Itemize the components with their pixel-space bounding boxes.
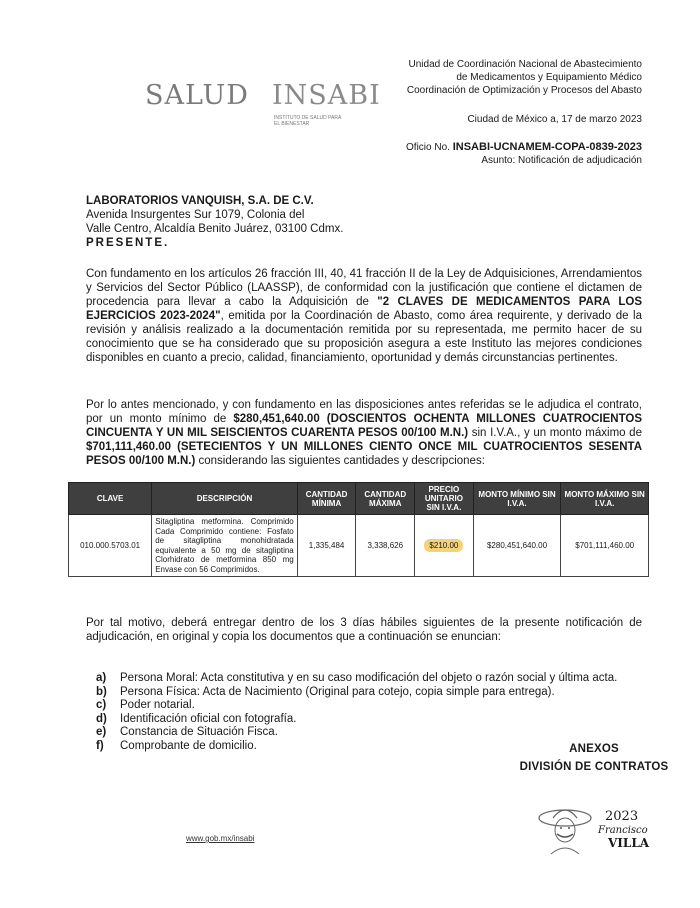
paragraph1-bold: "2 CLAVES DE MEDICAMENTOS PARA LOS EJERCICIOS 2023-2024" bbox=[86, 296, 643, 322]
minimum-amount: $280,451,640.00 (DOSCIENTOS OCHENTA MILLONES CUATROCIENTOS CINCUENTA Y UN MIL SEISCIENTOS CUARENTA PESOS 00/100 M.N.) bbox=[86, 413, 643, 439]
salud-logo: SALUD bbox=[145, 80, 249, 111]
list-text: Persona Moral: Acta constitutiva y en su caso modificación del objeto o razón social y última acta. bbox=[120, 672, 618, 684]
paragraph-legal-basis bbox=[86, 267, 642, 365]
header-descripcion: DESCRIPCIÓN bbox=[152, 483, 298, 515]
paragraph2-text-a: Por lo antes mencionado, y con fundamento en las disposiciones antes referidas se le adjudica el contrato, por un monto mínimo de bbox=[86, 399, 642, 425]
stamp-line-2: DIVISIÓN DE CONTRATOS bbox=[519, 761, 669, 773]
footer-villa-last: VILLA bbox=[608, 836, 650, 850]
unit-line-2: de Medicamentos y Equipamiento Médico bbox=[456, 72, 642, 83]
oficio-block bbox=[406, 141, 642, 167]
cell-cantidad-maxima: 3,338,626 bbox=[356, 515, 415, 577]
list-item bbox=[96, 686, 646, 700]
header-monto-minimo: MONTO MÍNIMO SIN I.V.A. bbox=[473, 483, 561, 515]
cell-precio bbox=[415, 515, 474, 577]
addressee-line-2: Valle Centro, Alcaldía Benito Juárez, 03100 Cdmx. bbox=[86, 223, 344, 235]
header-monto-maximo: MONTO MÁXIMO SIN I.V.A. bbox=[561, 483, 649, 515]
list-letter: e) bbox=[96, 726, 107, 738]
unit-line-3: Coordinación de Optimización y Procesos del Abasto bbox=[406, 85, 642, 96]
list-letter: d) bbox=[96, 712, 107, 725]
paragraph2-text-b: sin I.V.A., y un monto máximo de bbox=[468, 427, 642, 439]
paragraph1-text-b: , emitida por la Coordinación de Abasto, como área requirente, y derivado de la revisión y análisis realizado a la documentación remitida por su representada, me permito hacer de su conocimiento que se ha considerado que su proposición asegura a este Instituto las mejores condiciones disponibles en cuanto a precio, calidad, financiamiento, oportunidad y demás circunstancias pertinentes. bbox=[86, 310, 642, 364]
asunto: Asunto: Notificación de adjudicación bbox=[481, 155, 642, 166]
cell-clave: 010.000.5703.01 bbox=[69, 515, 152, 577]
cell-descripcion: Sitagliptina metformina. Comprimido Cada Comprimido contiene: Fosfato de sitagliptina monohidratada equivalente a 50 mg de sitagliptina Clorhidrato de metformina 850 mg Envase con 56 Comprimidos. bbox=[152, 515, 298, 577]
list-letter: b) bbox=[96, 685, 107, 698]
oficio-number: INSABI-UCNAMEM-COPA-0839-2023 bbox=[452, 141, 642, 153]
header-cantidad-minima: CANTIDAD MÍNIMA bbox=[297, 483, 356, 515]
list-item bbox=[96, 672, 646, 686]
table-header-row bbox=[69, 483, 649, 515]
footer-year: 2023 bbox=[605, 809, 639, 824]
issuing-unit bbox=[342, 58, 642, 97]
oficio-label: Oficio No. bbox=[406, 142, 453, 153]
cell-monto-minimo: $280,451,640.00 bbox=[473, 515, 561, 577]
paragraph-requirements: Por tal motivo, deberá entregar dentro de los 3 días hábiles siguientes de la presente notificación de adjudicación, en original y copia los documentos que a continuación se enuncian: bbox=[86, 617, 642, 643]
list-item bbox=[96, 713, 646, 727]
list-text: Comprobante de domicilio. bbox=[120, 739, 257, 752]
cell-cantidad-minima: 1,335,484 bbox=[297, 515, 356, 577]
list-text: Persona Física: Acta de Nacimiento (Original para cotejo, copia simple para entrega). bbox=[120, 685, 555, 698]
addressee-block bbox=[86, 194, 343, 250]
footer-villa-name: Francisco bbox=[598, 825, 648, 836]
insabi-logo: INSABI bbox=[272, 80, 381, 111]
cell-monto-maximo: $701,111,460.00 bbox=[561, 515, 649, 577]
list-text: Poder notarial. bbox=[120, 699, 195, 711]
header-cantidad-maxima: CANTIDAD MÁXIMA bbox=[356, 483, 415, 515]
stamp-line-1: ANEXOS bbox=[569, 743, 619, 755]
award-table bbox=[68, 482, 649, 577]
list-letter: c) bbox=[96, 699, 107, 711]
addressee-line-1: Avenida Insurgentes Sur 1079, Colonia del bbox=[86, 209, 305, 221]
maximum-amount: $701,111,460.00 (SETECIENTOS Y UN MILLONES CIENTO ONCE MIL CUATROCIENTOS SESENTA PESOS 00/100 M.N.) bbox=[86, 441, 642, 467]
website-link[interactable]: www.gob.mx/insabi bbox=[186, 834, 255, 843]
unit-line-1: Unidad de Coordinación Nacional de Abastecimiento bbox=[408, 59, 642, 70]
paragraph-award-amounts bbox=[86, 398, 642, 468]
document-date: Ciudad de México a, 17 de marzo 2023 bbox=[467, 114, 642, 125]
list-letter: f) bbox=[96, 739, 104, 752]
list-letter: a) bbox=[96, 672, 107, 684]
addressee-name: LABORATORIOS VANQUISH, S.A. DE C.V. bbox=[86, 195, 314, 207]
list-item bbox=[96, 699, 646, 713]
francisco-villa-portrait-icon bbox=[537, 800, 601, 856]
header-precio-unitario: PRECIO UNITARIO SIN I.V.A. bbox=[415, 483, 474, 515]
header-clave: CLAVE bbox=[69, 483, 152, 515]
paragraph1-text-a: Con fundamento en los artículos 26 fracción III, 40, 41 fracción II de la Ley de Adquisiciones, Arrendamientos y Servicios del Sector Público (LAASSP), de conformidad con la justificación que contiene el dictamen de procedencia para llevar a cabo la Adquisición de bbox=[86, 268, 642, 308]
anexos-stamp bbox=[518, 740, 670, 776]
paragraph2-text-c: considerando las siguientes cantidades y descripciones: bbox=[195, 455, 485, 467]
list-text: Constancia de Situación Fisca. bbox=[120, 726, 278, 738]
insabi-logo-subtitle: INSTITUTO DE SALUD PARA EL BIENESTAR bbox=[274, 115, 342, 127]
list-text: Identificación oficial con fotografía. bbox=[120, 712, 297, 725]
price-highlight: $210.00 bbox=[424, 539, 463, 552]
list-item bbox=[96, 726, 646, 740]
presente: PRESENTE. bbox=[86, 237, 170, 249]
table-row bbox=[69, 515, 649, 577]
